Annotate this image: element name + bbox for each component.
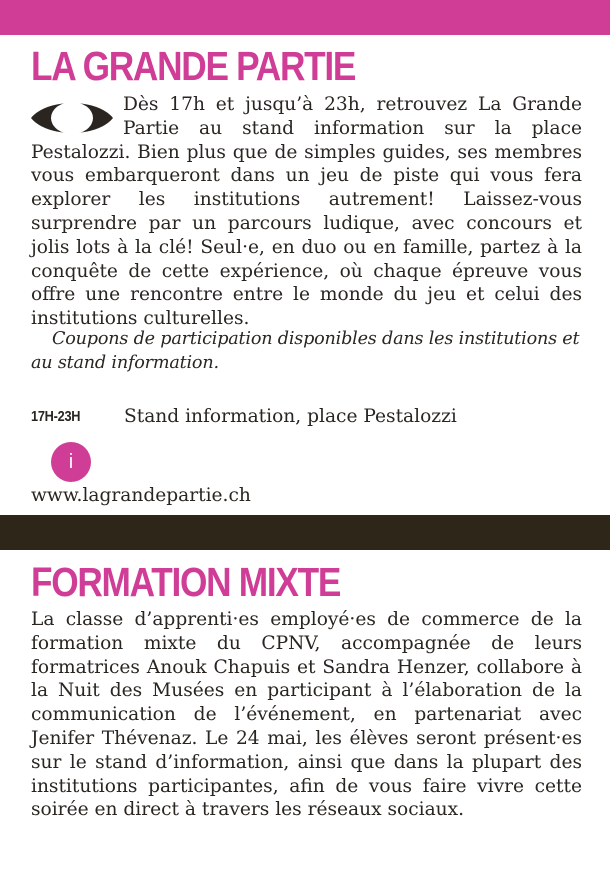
section-paragraph-la-grande-partie <box>31 93 582 331</box>
paragraph-text: La classe d’apprenti·es employé·es de commerce de la formation mixte du CPNV, accompagnée de leurs formatrices Anouk Chapuis et Sandra Henzer, collabore à la Nuit des Musées en participant à l’élaboration de la communication de l’événement, en partenariat avec Jenifer Thévenaz. Le 24 mai, les élèves seront présent·es sur le stand d’information, ainsi que dans la plupart des institutions participantes, afin de vous faire vivre cette soirée en direct à travers les réseaux sociaux. <box>31 609 582 821</box>
section-divider-bar <box>0 515 610 550</box>
info-icon: i <box>51 442 91 482</box>
section-title-la-grande-partie: LA GRANDE PARTIE <box>31 43 356 89</box>
time-range: 17H-23H <box>31 408 81 425</box>
event-location: Stand information, place Pestalozzi <box>124 406 457 427</box>
top-accent-bar <box>0 0 610 35</box>
section-paragraph-formation-mixte <box>31 608 582 822</box>
eye-icon <box>29 96 115 140</box>
coupon-note: Coupons de participation disponibles dans les institutions et au stand information. <box>31 329 580 373</box>
paragraph-text: Dès 17h et jusqu’à 23h, retrouvez La Grande Partie au stand information sur la place Pestalozzi. Bien plus que de simples guides, ses membres vous embarqueront dans un jeu de piste qui vous fera explorer les institutions autrement! Laissez-vous surprendre par un parcours ludique, avec concours et jolis lots à la clé! Seul·e, en duo ou en famille, partez à la conquête de cette expérience, où chaque épreuve vous offre une rencontre entre le monde du jeu et celui des institutions culturelles. <box>31 94 582 330</box>
website-link[interactable]: www.lagrandepartie.ch <box>31 485 251 506</box>
section-title-formation-mixte: FORMATION MIXTE <box>31 559 341 605</box>
